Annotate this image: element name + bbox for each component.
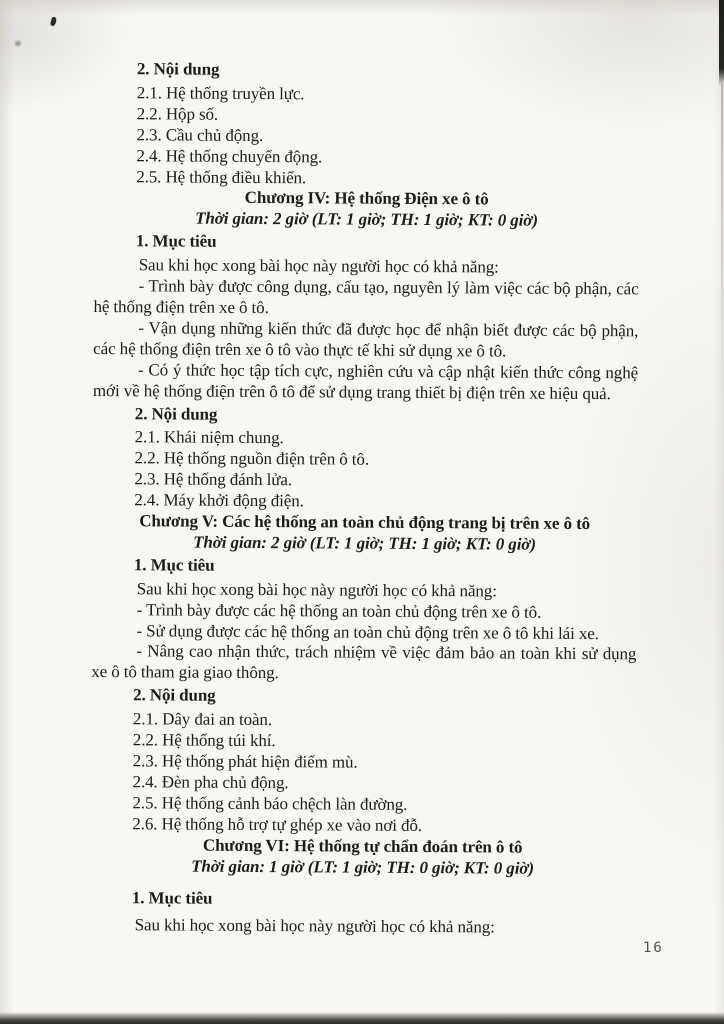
- list-item: 2.4. Hệ thống chuyển động.: [136, 145, 323, 167]
- ink-mark: [50, 17, 57, 27]
- pencil-speck: [14, 39, 22, 48]
- paragraph: Sau khi học xong bài học này người học có khả năng:: [138, 255, 499, 277]
- section-heading: 2. Nội dung: [136, 59, 220, 79]
- list-item: 2.1. Khái niệm chung.: [134, 427, 284, 448]
- section-heading: 2. Nội dung: [134, 403, 218, 424]
- chapter-v-heading: Chương V: Các hệ thống an toàn chủ động trang bị trên xe ô tô: [139, 511, 591, 534]
- list-item: 2.4. Đèn pha chủ động.: [132, 772, 289, 793]
- list-item: 2.3. Hệ thống phát hiện điểm mù.: [132, 751, 358, 772]
- paragraph: Sau khi học xong bài học này người học có khả năng:: [134, 915, 495, 937]
- scan-edge-right-faint: [721, 84, 723, 404]
- list-item: 2.5. Hệ thống cảnh báo chệch làn đường.: [132, 793, 408, 814]
- paragraph: - Nâng cao nhận thức, trách nhiệm về việc đảm bảo an toàn khi sử dụng xe ô tô tham gia giao thông.: [91, 641, 637, 683]
- paragraph: - Sử dụng được các hệ thống an toàn chủ động trên xe ô tô khi lái xe.: [136, 620, 599, 643]
- page-number: 16: [643, 940, 664, 956]
- paragraph: Sau khi học xong bài học này người học có khả năng:: [136, 579, 497, 601]
- section-heading: 1. Mục tiêu: [131, 888, 213, 909]
- paragraph: - Trình bày được các hệ thống an toàn chủ động trên xe ô tô.: [136, 599, 542, 622]
- paragraph: - Trình bày được công dụng, cấu tạo, nguyên lý làm việc các bộ phận, các hệ thống điện trên xe ô tô.: [93, 276, 639, 318]
- list-item: 2.6. Hệ thống hỗ trợ tự ghép xe vào nơi đỗ.: [132, 813, 423, 835]
- list-item: 2.2. Hộp số.: [136, 104, 219, 124]
- section-heading: 1. Mục tiêu: [135, 231, 217, 251]
- scan-edge-right: [719, 0, 724, 86]
- scan-edge-bottom: [0, 1012, 724, 1024]
- section-heading: 1. Mục tiêu: [133, 555, 215, 575]
- paragraph: - Vận dụng những kiến thức đã được học để nhận biết được các bộ phận, các hệ thống điện trên xe ô tô vào thực tế khi sử dụng xe ô tô.: [93, 318, 639, 361]
- chapter-iv-heading: Chương IV: Hệ thống Điện xe ô tô: [244, 188, 489, 209]
- time-allocation: Thời gian: 1 giờ (LT: 1 giờ; TH: 0 giờ; KT: 0 giờ): [191, 856, 535, 878]
- list-item: 2.3. Cầu chủ động.: [136, 124, 264, 145]
- list-item: 2.4. Máy khởi động điện.: [134, 490, 304, 511]
- list-item: 2.2. Hệ thống túi khí.: [132, 730, 276, 751]
- time-allocation: Thời gian: 2 giờ (LT: 1 giờ; TH: 1 giờ; KT: 0 giờ): [195, 208, 538, 231]
- list-item: 2.1. Hệ thống truyền lực.: [136, 83, 305, 104]
- document-body: [90, 57, 640, 940]
- chapter-vi-heading: Chương VI: Hệ thống tự chẩn đoán trên ô tô: [202, 835, 523, 857]
- section-heading: 2. Nội dung: [133, 685, 216, 706]
- list-item: 2.1. Dây đai an toàn.: [132, 709, 273, 730]
- list-item: 2.3. Hệ thống đánh lửa.: [134, 469, 293, 490]
- paragraph: - Có ý thức học tập tích cực, nghiên cứu và cập nhật kiến thức công nghệ mới về hệ thống điện trên ô tô để sử dụng trang thiết bị điện trên xe hiệu quả.: [92, 359, 639, 403]
- list-item: 2.2. Hệ thống nguồn điện trên ô tô.: [134, 448, 370, 469]
- time-allocation: Thời gian: 2 giờ (LT: 1 giờ; TH: 1 giờ; KT: 0 giờ): [193, 532, 536, 554]
- list-item: 2.5. Hệ thống điều khiển.: [136, 166, 307, 187]
